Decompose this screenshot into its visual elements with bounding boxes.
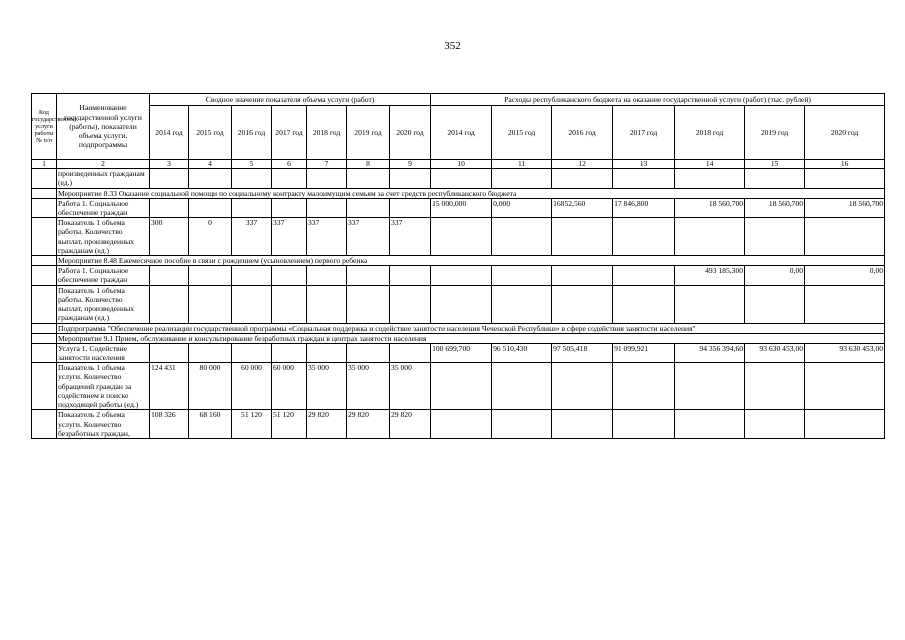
header-budget-year: 2014 год	[431, 106, 492, 160]
row-value	[745, 218, 805, 256]
row-value	[552, 266, 613, 286]
row-value	[492, 169, 552, 189]
table-row	[32, 218, 885, 256]
row-value: 124 431	[150, 363, 189, 410]
header-budget-year: 2016 год	[552, 106, 613, 160]
row-value: 51 120	[272, 410, 307, 439]
row-value	[805, 218, 885, 256]
column-index: 9	[390, 160, 431, 169]
row-value	[805, 285, 885, 323]
row-value	[552, 218, 613, 256]
row-value	[232, 343, 272, 363]
row-value: 29 820	[390, 410, 431, 439]
row-value	[189, 198, 232, 218]
section-title: Мероприятие 9.1 Прием, обслуживание и консультирование безработных граждан в центрах занятости населения	[57, 333, 885, 343]
row-code	[32, 188, 57, 198]
row-name: произведенных гражданам (ед.)	[57, 169, 150, 189]
column-index: 7	[307, 160, 347, 169]
row-value: 16852,560	[552, 198, 613, 218]
row-value	[390, 266, 431, 286]
row-value	[805, 169, 885, 189]
row-name: Услуга 1. Содействие занятости населения	[57, 343, 150, 363]
row-value	[745, 410, 805, 439]
row-value: 93 630 453,00	[805, 343, 885, 363]
row-code	[32, 333, 57, 343]
row-value	[613, 363, 675, 410]
column-index: 11	[492, 160, 552, 169]
header-volume-year: 2020 год	[390, 106, 431, 160]
row-value: 337	[390, 218, 431, 256]
header-budget-year: 2019 год	[745, 106, 805, 160]
row-value	[613, 266, 675, 286]
row-value	[552, 285, 613, 323]
row-code	[32, 218, 57, 256]
header-volume-year: 2015 год	[189, 106, 232, 160]
row-value	[675, 363, 745, 410]
table-row	[32, 198, 885, 218]
row-value: 0	[189, 218, 232, 256]
table-row	[32, 266, 885, 286]
row-value	[675, 218, 745, 256]
row-value	[150, 266, 189, 286]
row-value	[150, 285, 189, 323]
row-name: Показатель 1 объема услуги. Количество обращений граждан за содействием в поиске подходящей работы (ед.)	[57, 363, 150, 410]
row-value: 18 560,700	[745, 198, 805, 218]
page-number: 352	[444, 40, 461, 52]
row-name: Работа 1. Социальное обеспечение граждан	[57, 198, 150, 218]
row-value: 51 120	[232, 410, 272, 439]
row-value	[492, 285, 552, 323]
header-budget-year: 2015 год	[492, 106, 552, 160]
row-value	[805, 410, 885, 439]
header-volume-year: 2017 год	[272, 106, 307, 160]
row-code	[32, 323, 57, 333]
row-value: 96 510,430	[492, 343, 552, 363]
column-index: 12	[552, 160, 613, 169]
section-title: Подпрограмма "Обеспечение реализации государственной программы «Социальная поддержка и содействие занятости населения Чеченской Республики» в сфере содействия занятости населения"	[57, 323, 885, 333]
section-row	[32, 256, 885, 266]
row-value	[307, 266, 347, 286]
row-value	[613, 218, 675, 256]
row-value: 93 630 453,00	[745, 343, 805, 363]
header-volume-group: Сводное значение показателя объема услуги (работ)	[150, 94, 431, 106]
column-index: 15	[745, 160, 805, 169]
row-value	[150, 198, 189, 218]
header-row-index	[32, 160, 885, 169]
section-title: Мероприятие 8.33 Оказание социальной помощи по социальному контракту малоимущим семьям за счет средств республиканского бюджета	[57, 188, 885, 198]
row-value	[431, 285, 492, 323]
row-value	[390, 343, 431, 363]
row-name: Показатель 1 объема работы. Количество выплат, произведенных гражданам (ед.)	[57, 218, 150, 256]
row-value	[232, 198, 272, 218]
header-volume-year: 2018 год	[307, 106, 347, 160]
row-value: 68 160	[189, 410, 232, 439]
row-code	[32, 169, 57, 189]
row-value: 0,00	[745, 266, 805, 286]
budget-table	[31, 93, 885, 439]
row-name: Работа 1. Социальное обеспечение граждан	[57, 266, 150, 286]
table-row	[32, 285, 885, 323]
row-value: 337	[272, 218, 307, 256]
row-code	[32, 256, 57, 266]
column-index: 13	[613, 160, 675, 169]
row-value	[613, 285, 675, 323]
row-code	[32, 410, 57, 439]
row-value	[347, 266, 390, 286]
row-value	[390, 198, 431, 218]
header-volume-year: 2016 год	[232, 106, 272, 160]
header-budget-year: 2020 год	[805, 106, 885, 160]
row-code	[32, 363, 57, 410]
row-value	[805, 363, 885, 410]
column-index: 1	[32, 160, 57, 169]
row-value: 35 000	[347, 363, 390, 410]
row-value: 337	[232, 218, 272, 256]
row-value	[347, 285, 390, 323]
row-value	[613, 169, 675, 189]
row-value	[347, 169, 390, 189]
row-value	[232, 266, 272, 286]
row-value	[307, 169, 347, 189]
row-value	[431, 410, 492, 439]
row-value	[492, 218, 552, 256]
table-row	[32, 343, 885, 363]
row-value	[390, 285, 431, 323]
header-row-groups	[32, 94, 885, 106]
row-value	[347, 343, 390, 363]
row-value	[272, 266, 307, 286]
row-value	[675, 410, 745, 439]
column-index: 14	[675, 160, 745, 169]
column-index: 4	[189, 160, 232, 169]
row-value	[745, 285, 805, 323]
header-volume-year: 2019 год	[347, 106, 390, 160]
row-value	[431, 266, 492, 286]
column-index: 16	[805, 160, 885, 169]
row-value: 18 560,700	[675, 198, 745, 218]
row-value: 337	[307, 218, 347, 256]
row-value	[431, 218, 492, 256]
row-value: 29 820	[347, 410, 390, 439]
row-value	[492, 266, 552, 286]
row-value	[307, 285, 347, 323]
row-value	[307, 198, 347, 218]
row-value: 100 699,700	[431, 343, 492, 363]
row-name: Показатель 1 объема работы. Количество выплат, произведенных гражданам (ед.)	[57, 285, 150, 323]
row-value	[150, 169, 189, 189]
row-value: 300	[150, 218, 189, 256]
row-value	[232, 169, 272, 189]
header-budget-year: 2018 год	[675, 106, 745, 160]
row-value: 60 000	[232, 363, 272, 410]
row-value	[431, 363, 492, 410]
row-code	[32, 285, 57, 323]
row-code	[32, 343, 57, 363]
row-value: 18 560,700	[805, 198, 885, 218]
row-value: 94 356 394,60	[675, 343, 745, 363]
row-value: 493 185,300	[675, 266, 745, 286]
section-row	[32, 188, 885, 198]
row-value	[675, 285, 745, 323]
column-index: 5	[232, 160, 272, 169]
row-value: 0,000	[492, 198, 552, 218]
column-index: 3	[150, 160, 189, 169]
row-value	[552, 410, 613, 439]
row-value	[675, 169, 745, 189]
row-value	[272, 169, 307, 189]
row-value: 0,00	[805, 266, 885, 286]
row-value	[431, 169, 492, 189]
column-index: 2	[57, 160, 150, 169]
header-volume-year: 2014 год	[150, 106, 189, 160]
table-row	[32, 410, 885, 439]
row-value: 60 000	[272, 363, 307, 410]
row-value	[272, 285, 307, 323]
row-value	[189, 285, 232, 323]
header-budget-year: 2017 год	[613, 106, 675, 160]
row-value	[745, 363, 805, 410]
row-value	[272, 343, 307, 363]
column-index: 10	[431, 160, 492, 169]
row-value	[552, 363, 613, 410]
section-row	[32, 333, 885, 343]
column-index: 6	[272, 160, 307, 169]
row-code	[32, 266, 57, 286]
row-value	[390, 169, 431, 189]
row-value: 91 099,921	[613, 343, 675, 363]
header-name: Наименование государственной услуги (работы), показатели объема услуги, подпрограммы	[57, 94, 150, 160]
header-budget-group: Расходы республиканского бюджета на оказание государственной услуги (работ) (тыс. рублей)	[431, 94, 885, 106]
row-value	[552, 169, 613, 189]
section-title: Мероприятие 8.48 Ежемесячное пособие в связи с рождением (усыновлением) первого ребенка	[57, 256, 885, 266]
header-code: Код государственной услуги работы № п/п	[32, 94, 57, 160]
column-index: 8	[347, 160, 390, 169]
row-value	[232, 285, 272, 323]
section-row	[32, 323, 885, 333]
row-name: Показатель 2 объема услуги. Количество безработных граждан,	[57, 410, 150, 439]
row-value: 80 000	[189, 363, 232, 410]
row-value	[150, 343, 189, 363]
row-value	[492, 363, 552, 410]
row-value	[347, 198, 390, 218]
row-value	[307, 343, 347, 363]
row-value: 97 505,418	[552, 343, 613, 363]
row-value: 17 846,800	[613, 198, 675, 218]
row-value	[492, 410, 552, 439]
table-row	[32, 169, 885, 189]
row-value: 108 326	[150, 410, 189, 439]
row-value: 337	[347, 218, 390, 256]
row-value	[189, 169, 232, 189]
row-code	[32, 198, 57, 218]
row-value	[272, 198, 307, 218]
row-value	[189, 266, 232, 286]
row-value	[613, 410, 675, 439]
row-value: 15 000,000	[431, 198, 492, 218]
table-row	[32, 363, 885, 410]
row-value	[189, 343, 232, 363]
row-value: 35 000	[307, 363, 347, 410]
row-value: 35 000	[390, 363, 431, 410]
row-value: 29 820	[307, 410, 347, 439]
header-row-years	[32, 106, 885, 160]
row-value	[745, 169, 805, 189]
